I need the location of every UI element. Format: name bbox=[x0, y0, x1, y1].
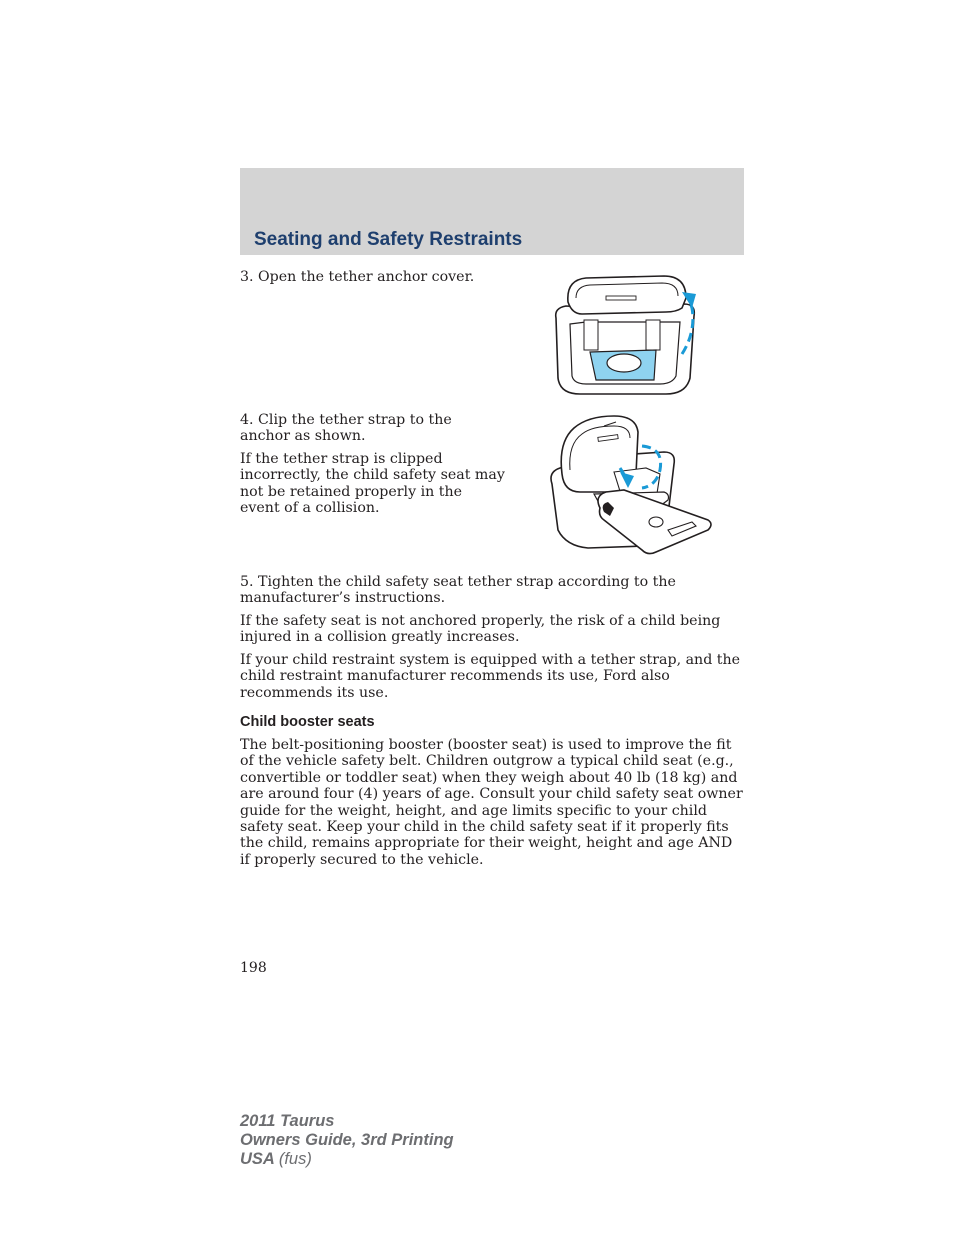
not-anchored-paragraph: If the safety seat is not anchored properly, the risk of a child being injured in a collision greatly increases. bbox=[240, 613, 721, 646]
step-4-text: 4. Clip the tether strap to the anchor as shown. bbox=[240, 412, 452, 445]
footer-guide-edition: Owners Guide, 3rd Printing bbox=[240, 1131, 454, 1149]
footer-model: 2011 Taurus bbox=[240, 1112, 335, 1130]
child-booster-seats-paragraph: The belt-positioning booster (booster seat) is used to improve the fit of the vehicle safety belt. Children outgrow a typical child seat (e.g., convertible or toddler seat) when they weigh about 40 lb (18 kg) and are around four (4) years of age. Consult your child safety seat owner guide for the weight, height, and age limits specific to your child safety seat. Keep your child in the child safety seat if it properly fits the child, remains appropriate for their weight, height and age AND if properly secured to the vehicle. bbox=[240, 737, 743, 868]
step-4-warning-text: If the tether strap is clipped incorrectly, the child safety seat may not be retained properly in the event of a collision. bbox=[240, 451, 505, 517]
step-3-text: 3. Open the tether anchor cover. bbox=[240, 269, 475, 285]
page-number: 198 bbox=[240, 960, 267, 976]
child-booster-seats-heading: Child booster seats bbox=[240, 714, 375, 730]
footer-region-code: (fus) bbox=[278, 1150, 312, 1168]
document-footer bbox=[240, 1112, 454, 1169]
section-header-band bbox=[240, 168, 744, 255]
section-title: Seating and Safety Restraints bbox=[254, 229, 523, 250]
tether-strap-clip-illustration bbox=[544, 412, 712, 562]
tether-anchor-cover-open-illustration bbox=[546, 268, 706, 400]
footer-region bbox=[240, 1150, 454, 1169]
tether-recommendation-paragraph: If your child restraint system is equipped with a tether strap, and the child restraint manufacturer recommends its use, Ford also recommends its use. bbox=[240, 652, 741, 701]
step-5-text: 5. Tighten the child safety seat tether strap according to the manufacturer’s instructions. bbox=[240, 574, 676, 607]
footer-region-name: USA bbox=[240, 1150, 275, 1168]
